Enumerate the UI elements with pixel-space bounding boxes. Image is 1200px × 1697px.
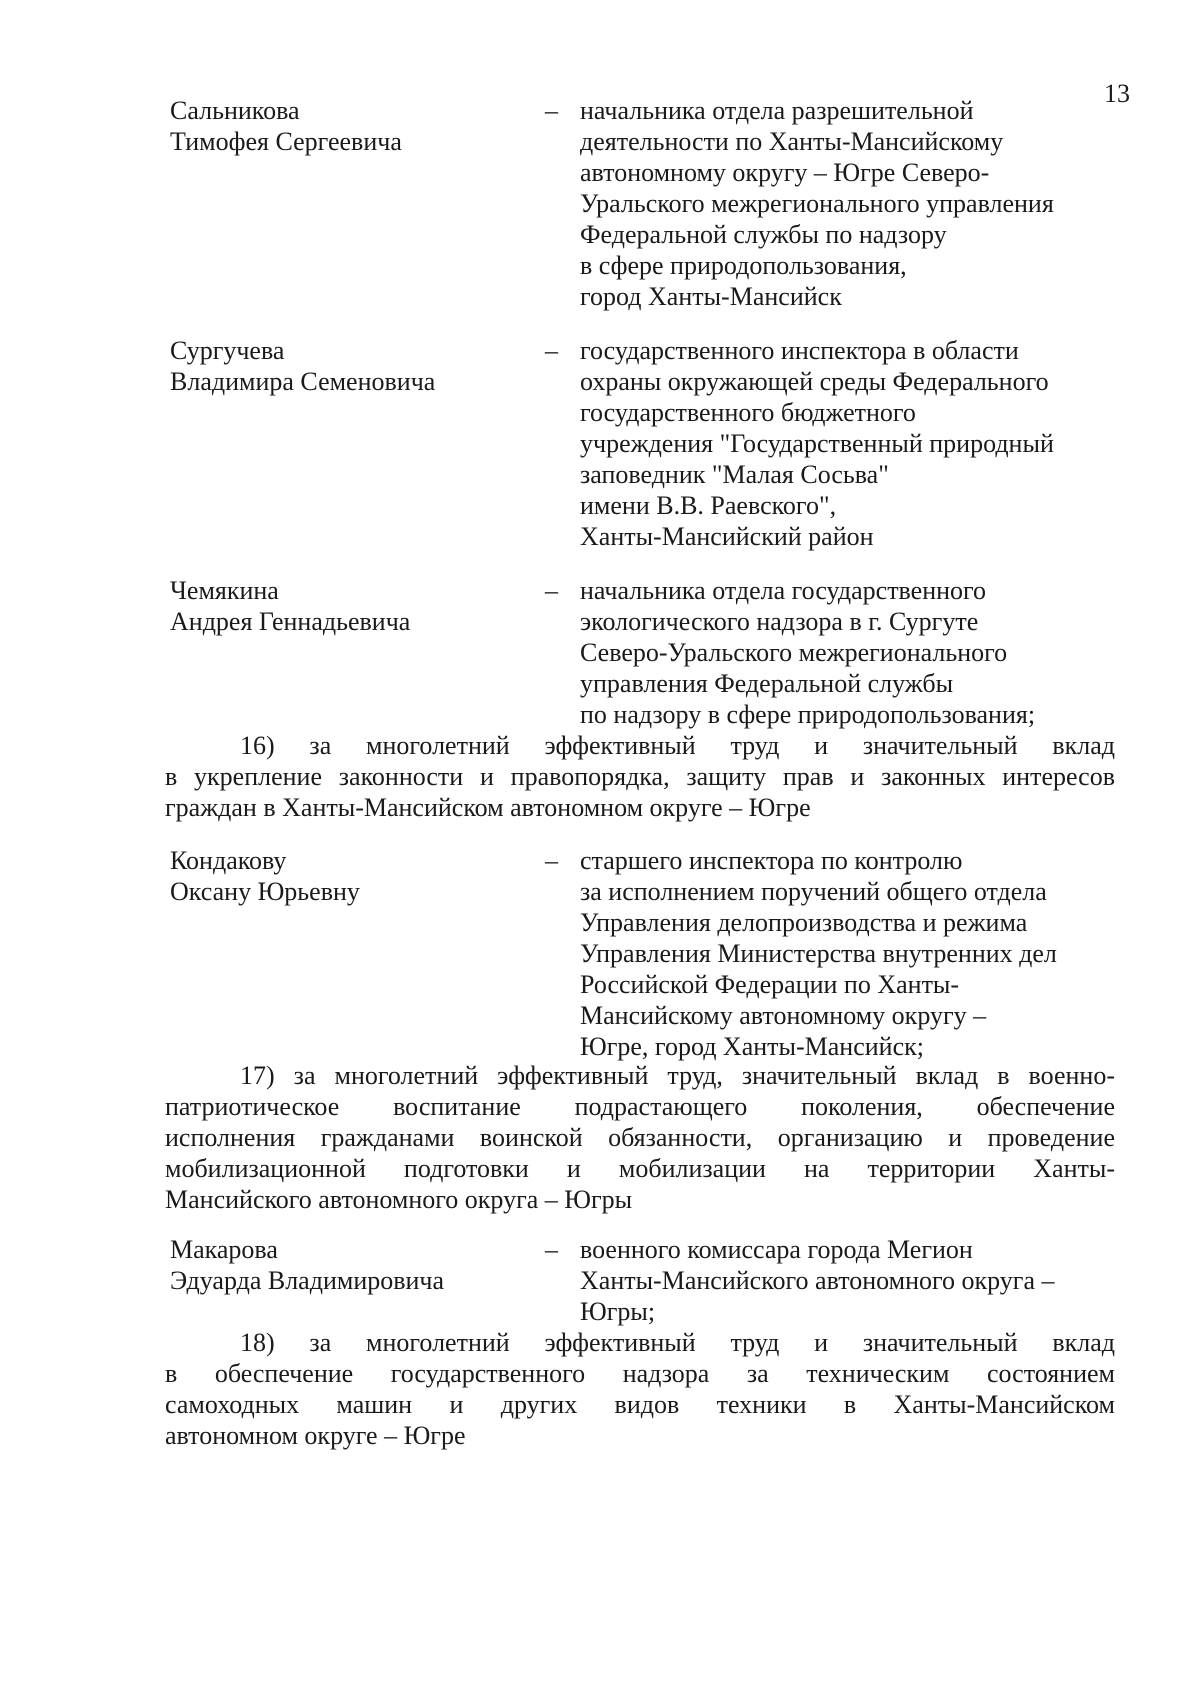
position-line: по надзору в сфере природопользования; [580, 700, 1036, 729]
position-line: Югры; [580, 1297, 656, 1326]
paragraph-line: мобилизационной подготовки и мобилизации на территории Ханты- [165, 1154, 1115, 1183]
position-line: город Ханты-Мансийск [580, 282, 842, 311]
recipient-name [170, 575, 530, 637]
name-line: Макарова [170, 1235, 278, 1264]
paragraph-line: автономном округе – Югре [165, 1421, 466, 1450]
position-line: военного комиссара города Мегион [580, 1235, 973, 1264]
recipient-position [580, 575, 1120, 730]
position-line: государственного бюджетного [580, 398, 916, 427]
position-line: экологического надзора в г. Сургуте [580, 607, 979, 636]
paragraph-line: 17) за многолетний эффективный труд, значительный вклад в военно- [240, 1061, 1115, 1090]
name-line: Чемякина [170, 576, 279, 605]
position-line: Федеральной службы по надзору [580, 220, 947, 249]
paragraph-line: Мансийского автономного округа – Югры [165, 1185, 633, 1214]
position-line: Северо-Уральского межрегионального [580, 638, 1008, 667]
recipient-position [580, 335, 1120, 552]
name-line: Сальникова [170, 96, 300, 125]
dash-separator: – [545, 336, 558, 365]
name-line: Владимира Семеновича [170, 367, 436, 396]
dash-separator: – [545, 576, 558, 605]
recipient-position [580, 95, 1120, 312]
recipient-name [170, 335, 530, 397]
position-line: охраны окружающей среды Федерального [580, 367, 1049, 396]
name-line: Тимофея Сергеевича [170, 127, 402, 156]
recipient-position [580, 845, 1120, 1062]
position-line: за исполнением поручений общего отдела [580, 877, 1047, 906]
recipient-name [170, 1234, 530, 1296]
name-line: Сургучева [170, 336, 285, 365]
name-line: Андрея Геннадьевича [170, 607, 411, 636]
position-line: начальника отдела разрешительной [580, 96, 974, 125]
paragraph-line: самоходных машин и других видов техники в Ханты-Мансийском [165, 1390, 1115, 1419]
paragraph-line: 16) за многолетний эффективный труд и значительный вклад [240, 731, 1115, 760]
dash-separator: – [545, 1235, 558, 1264]
section-paragraph [165, 730, 1115, 823]
position-line: Уральского межрегионального управления [580, 189, 1054, 218]
paragraph-line: в обеспечение государственного надзора за техническим состоянием [165, 1359, 1115, 1388]
position-line: Российской Федерации по Ханты- [580, 970, 960, 999]
section-paragraph [165, 1327, 1115, 1451]
dash-separator: – [545, 846, 558, 875]
position-line: Управления Министерства внутренних дел [580, 939, 1057, 968]
dash-separator: – [545, 96, 558, 125]
name-line: Кондакову [170, 846, 287, 875]
position-line: имени В.В. Раевского", [580, 491, 837, 520]
position-line: Мансийскому автономному округу – [580, 1001, 987, 1030]
paragraph-line: в укрепление законности и правопорядка, защиту прав и законных интересов [165, 762, 1115, 791]
paragraph-line: граждан в Ханты-Мансийском автономном округе – Югре [165, 793, 811, 822]
position-line: Ханты-Мансийский район [580, 522, 874, 551]
paragraph-line: исполнения гражданами воинской обязанности, организацию и проведение [165, 1123, 1115, 1152]
position-line: государственного инспектора в области [580, 336, 1019, 365]
position-line: заповедник "Малая Сосьва" [580, 460, 889, 489]
position-line: в сфере природопользования, [580, 251, 907, 280]
name-line: Эдуарда Владимировича [170, 1266, 445, 1295]
position-line: начальника отдела государственного [580, 576, 987, 605]
position-line: управления Федеральной службы [580, 669, 954, 698]
recipient-name [170, 95, 530, 157]
position-line: Управления делопроизводства и режима [580, 908, 1028, 937]
name-line: Оксану Юрьевну [170, 877, 360, 906]
position-line: Югре, город Ханты-Мансийск; [580, 1032, 924, 1061]
position-line: деятельности по Ханты-Мансийскому [580, 127, 1004, 156]
position-line: Ханты-Мансийского автономного округа – [580, 1266, 1055, 1295]
recipient-position [580, 1234, 1120, 1327]
position-line: учреждения "Государственный природный [580, 429, 1054, 458]
page-number: 13 [1104, 79, 1130, 108]
recipient-name [170, 845, 530, 907]
position-line: старшего инспектора по контролю [580, 846, 963, 875]
section-paragraph [165, 1060, 1115, 1215]
position-line: автономному округу – Югре Северо- [580, 158, 990, 187]
paragraph-line: 18) за многолетний эффективный труд и значительный вклад [240, 1328, 1115, 1357]
paragraph-line: патриотическое воспитание подрастающего поколения, обеспечение [165, 1092, 1115, 1121]
